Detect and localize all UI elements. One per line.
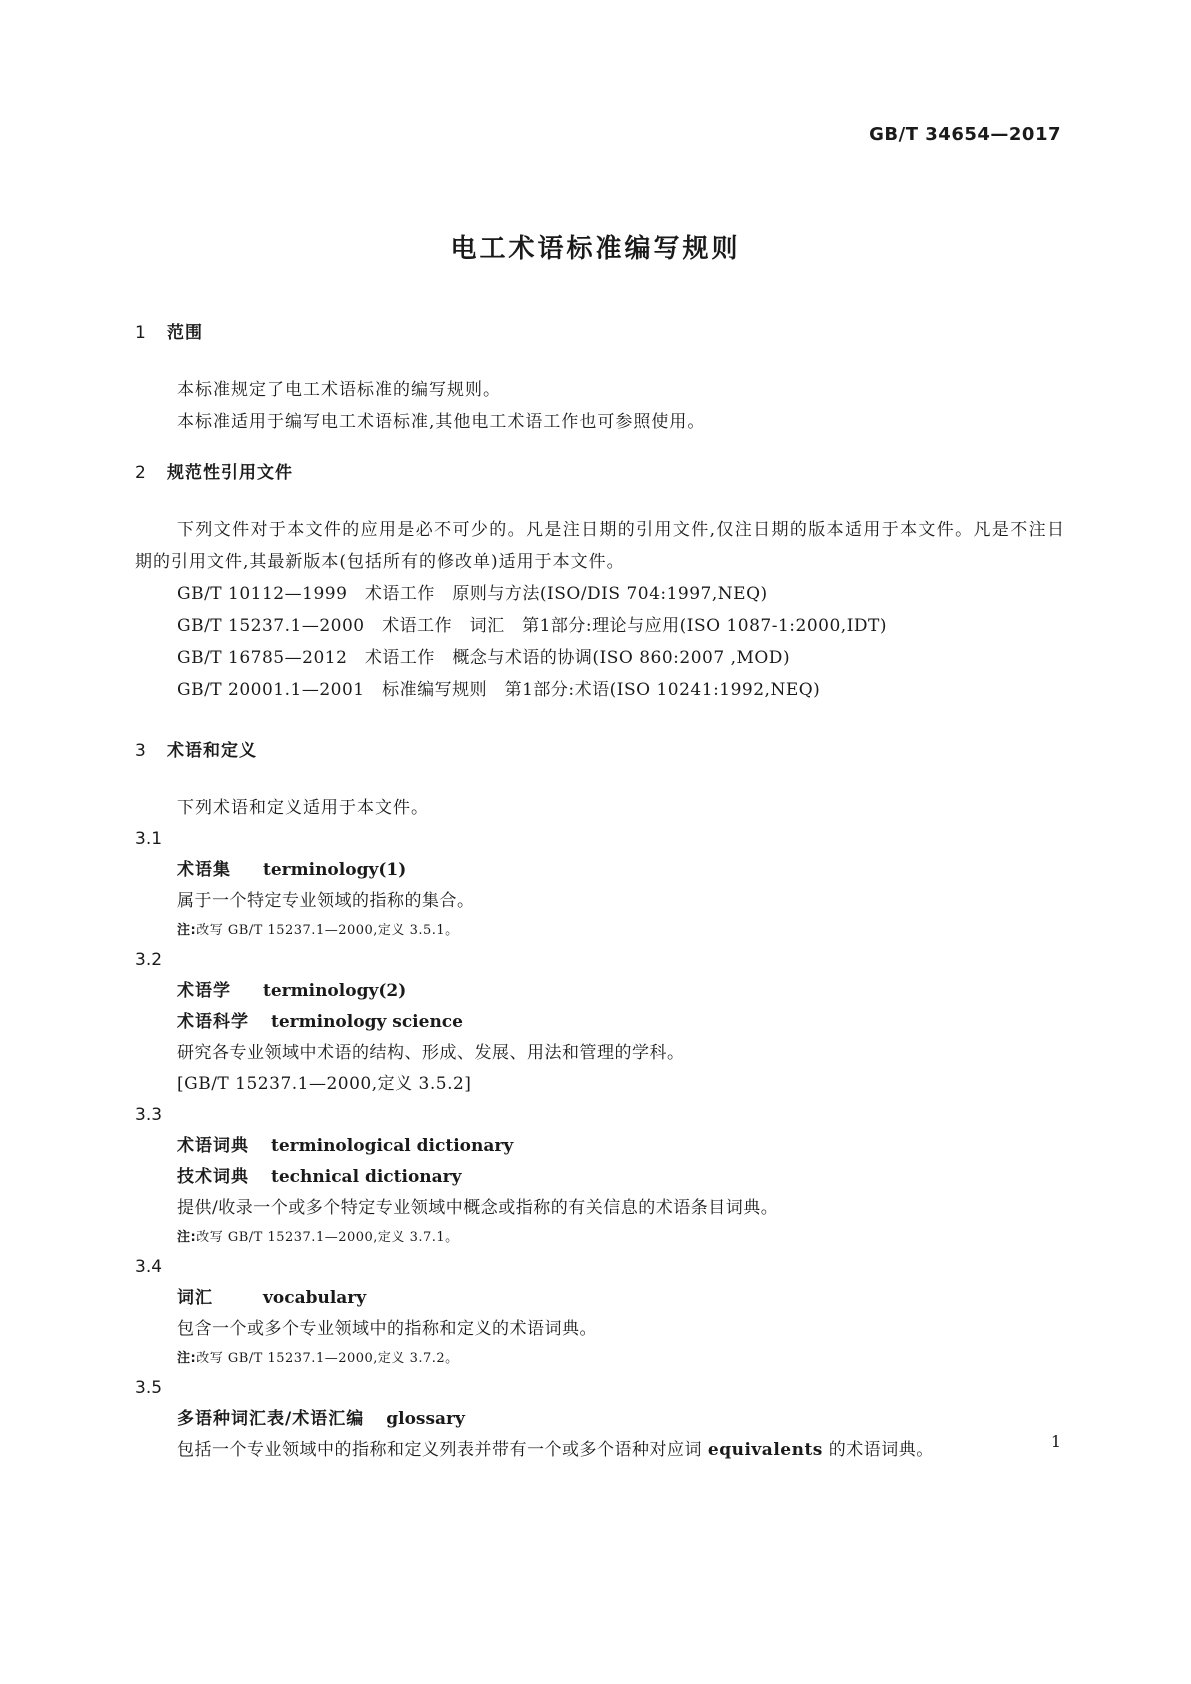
term-entry — [135, 1283, 1065, 1314]
term-definition: 提供/收录一个或多个特定专业领域中概念或指称的有关信息的术语条目词典。 — [177, 1198, 779, 1218]
note-text: 改写 GB/T 15237.1—2000,定义 3.7.2。 — [196, 1351, 459, 1366]
term-zh: 术语科学 — [177, 1012, 249, 1032]
term-number: 3.3 — [135, 1105, 163, 1125]
paragraph: 下列术语和定义适用于本文件。 — [177, 798, 429, 818]
document-body — [135, 320, 1065, 1466]
term-number: 3.1 — [135, 829, 163, 849]
term-definition: 包含一个或多个专业领域中的指称和定义的术语词典。 — [177, 1319, 597, 1339]
term-number: 3.5 — [135, 1378, 163, 1398]
term-en: technical dictionary — [271, 1167, 462, 1187]
page-number: 1 — [1050, 1432, 1061, 1451]
section-2-heading — [135, 460, 1065, 486]
term-zh: 技术词典 — [177, 1167, 249, 1187]
term-zh: 术语学 — [177, 981, 231, 1001]
term-definition — [135, 1435, 1065, 1466]
term-note — [135, 1224, 1065, 1252]
note-label: 注: — [177, 1230, 197, 1245]
term-note — [135, 1345, 1065, 1373]
term-note — [135, 917, 1065, 945]
note-text: 改写 GB/T 15237.1—2000,定义 3.5.1。 — [196, 923, 459, 938]
definition-emphasis: equivalents — [707, 1440, 823, 1460]
term-zh: 词汇 — [177, 1288, 213, 1308]
document-title: 电工术语标准编写规则 — [450, 234, 741, 264]
section-number: 3 — [135, 741, 147, 761]
reference-item: GB/T 16785—2012 术语工作 概念与术语的协调(ISO 860:2007 ,MOD) — [177, 648, 791, 668]
term-en: terminology(1) — [263, 860, 407, 880]
term-entry — [135, 1404, 1065, 1435]
paragraph: 本标准规定了电工术语标准的编写规则。 — [177, 380, 501, 400]
term-en: vocabulary — [263, 1288, 367, 1308]
definition-text: 的术语词典。 — [822, 1440, 934, 1460]
term-en: terminology(2) — [263, 981, 407, 1001]
note-label: 注: — [177, 923, 197, 938]
term-definition: 研究各专业领域中术语的结构、形成、发展、用法和管理的学科。 — [177, 1043, 685, 1063]
term-en: terminological dictionary — [271, 1136, 514, 1156]
term-entry — [135, 1131, 1065, 1162]
term-entry-synonym — [135, 1162, 1065, 1193]
term-definition: 属于一个特定专业领域的指称的集合。 — [177, 891, 475, 911]
term-number: 3.4 — [135, 1257, 163, 1277]
term-zh: 术语词典 — [177, 1136, 249, 1156]
term-number: 3.2 — [135, 950, 163, 970]
reference-item: GB/T 10112—1999 术语工作 原则与方法(ISO/DIS 704:1997,NEQ) — [177, 584, 768, 604]
reference-item: GB/T 20001.1—2001 标准编写规则 第1部分:术语(ISO 10241:1992,NEQ) — [177, 680, 821, 700]
standard-id: GB/T 34654—2017 — [869, 124, 1061, 145]
section-title: 范围 — [167, 323, 203, 343]
section-number: 2 — [135, 463, 147, 483]
paragraph: 下列文件对于本文件的应用是必不可少的。凡是注日期的引用文件,仅注日期的版本适用于本文件。凡是不注日期的引用文件,其最新版本(包括所有的修改单)适用于本文件。 — [135, 520, 1065, 572]
section-number: 1 — [135, 323, 147, 343]
term-entry — [135, 976, 1065, 1007]
section-3-heading — [135, 738, 1065, 764]
section-title: 规范性引用文件 — [167, 463, 293, 483]
section-1-heading — [135, 320, 1065, 346]
definition-text: 包括一个专业领域中的指称和定义列表并带有一个或多个语种对应词 — [177, 1440, 708, 1460]
term-entry-synonym — [135, 1007, 1065, 1038]
paragraph: 本标准适用于编写电工术语标准,其他电工术语工作也可参照使用。 — [177, 412, 706, 432]
note-label: 注: — [177, 1351, 197, 1366]
term-source: [GB/T 15237.1—2000,定义 3.5.2] — [177, 1074, 472, 1094]
reference-item: GB/T 15237.1—2000 术语工作 词汇 第1部分:理论与应用(ISO 1087-1:2000,IDT) — [177, 616, 888, 636]
term-en: glossary — [386, 1409, 465, 1429]
term-entry — [135, 855, 1065, 886]
term-zh: 多语种词汇表/术语汇编 — [177, 1409, 365, 1429]
section-title: 术语和定义 — [167, 741, 257, 761]
note-text: 改写 GB/T 15237.1—2000,定义 3.7.1。 — [196, 1230, 459, 1245]
term-zh: 术语集 — [177, 860, 231, 880]
term-en: terminology science — [271, 1012, 463, 1032]
